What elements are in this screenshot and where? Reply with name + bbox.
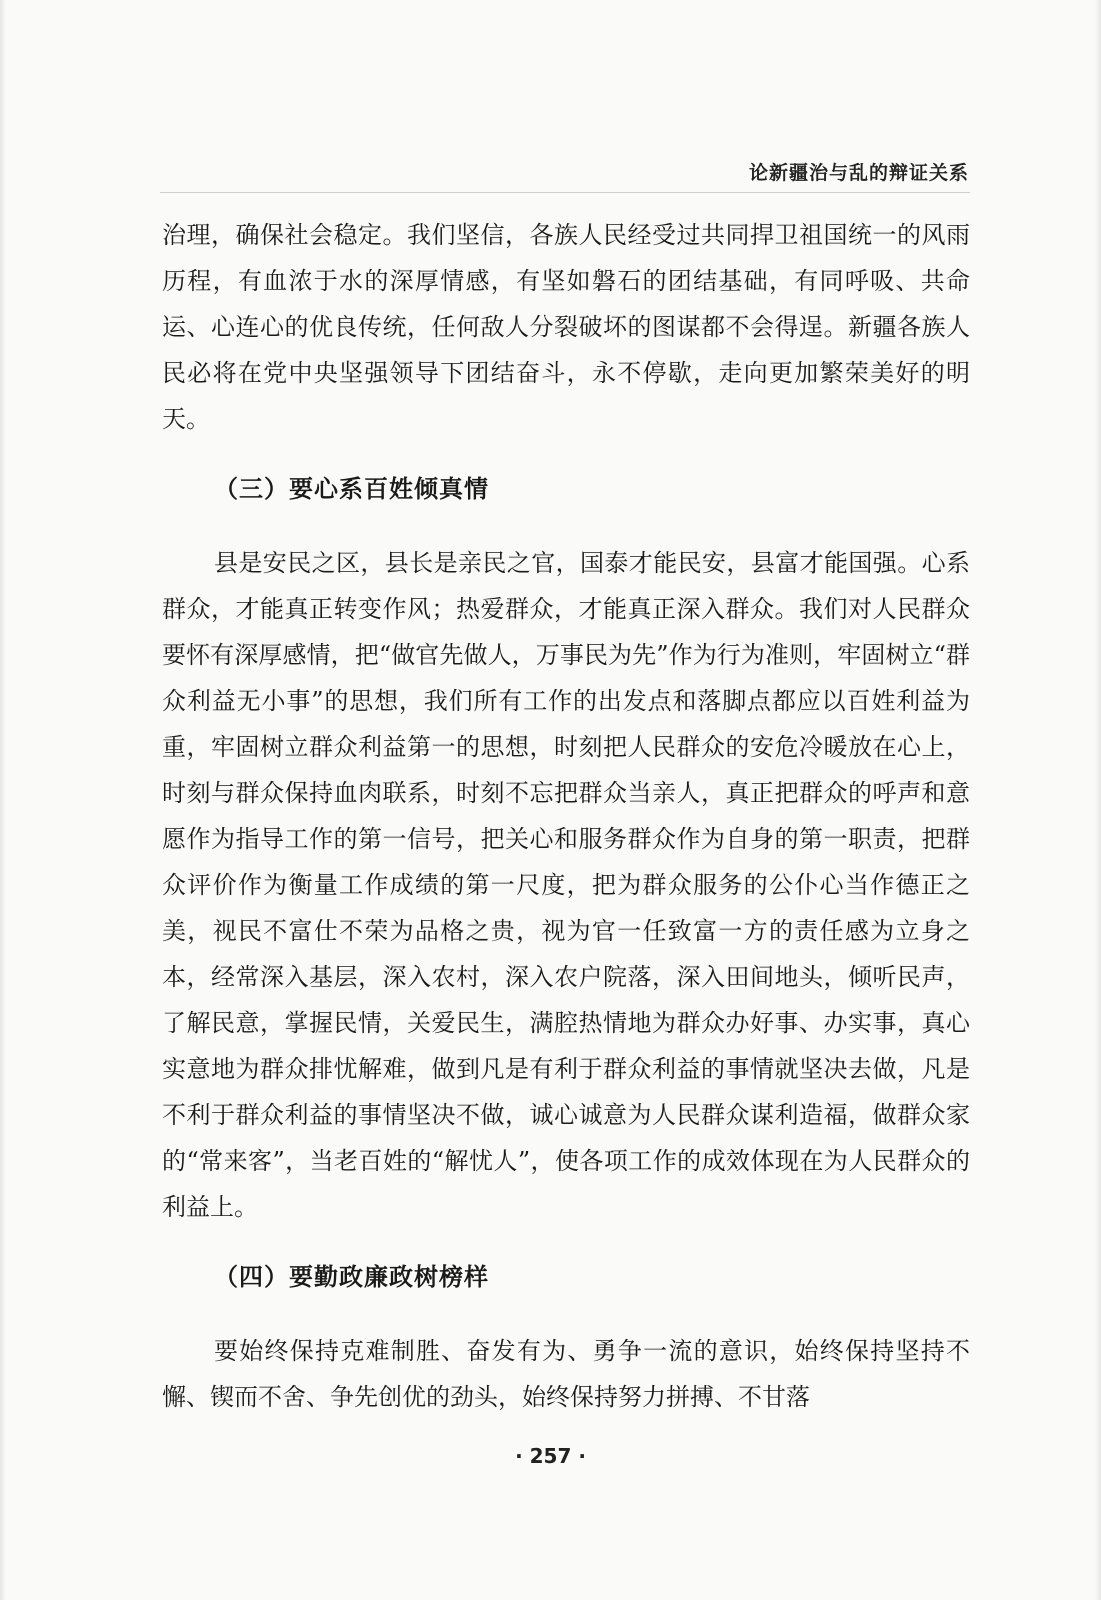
section-heading-4: （四）要勤政廉政树榜样 (214, 1263, 489, 1291)
section-heading-3: （三）要心系百姓倾真情 (214, 475, 489, 503)
header-rule (160, 192, 970, 193)
paragraph-continued: 治理，确保社会稳定。我们坚信，各族人民经受过共同捍卫祖国统一的风雨历程，有血浓于水的深厚情感，有坚如磐石的团结基础，有同呼吸、共命运、心连心的优良传统，任何敌人分裂破坏的图谋都不会得逞。新疆各族人民必将在党中央坚强领导下团结奋斗，永不停歇，走向更加繁荣美好的明天。 (162, 221, 970, 433)
page-body (162, 212, 970, 1420)
paragraph-section-3: 县是安民之区，县长是亲民之官，国泰才能民安，县富才能国强。心系群众，才能真正转变作风；热爱群众，才能真正深入群众。我们对人民群众要怀有深厚感情，把“做官先做人，万事民为先”作为行为准则，牢固树立“群众利益无小事”的思想，我们所有工作的出发点和落脚点都应以百姓利益为重，牢固树立群众利益第一的思想，时刻把人民群众的安危冷暖放在心上，时刻与群众保持血肉联系，时刻不忘把群众当亲人，真正把群众的呼声和意愿作为指导工作的第一信号，把关心和服务群众作为自身的第一职责，把群众评价作为衡量工作成绩的第一尺度，把为群众服务的公仆心当作德正之美，视民不富仕不荣为品格之贵，视为官一任致富一方的责任感为立身之本，经常深入基层，深入农村，深入农户院落，深入田间地头，倾听民声，了解民意，掌握民情，关爱民生，满腔热情地为群众办好事、办实事，真心实意地为群众排忧解难，做到凡是有利于群众利益的事情就坚决去做，凡是不利于群众利益的事情坚决不做，诚心诚意为人民群众谋利造福，做群众家的“常来客”，当老百姓的“解忧人”，使各项工作的成效体现在为人民群众的利益上。 (162, 549, 970, 1221)
running-header: 论新疆治与乱的辩证关系 (748, 162, 969, 184)
paragraph-section-4: 要始终保持克难制胜、奋发有为、勇争一流的意识，始终保持坚持不懈、锲而不舍、争先创优的劲头，始终保持努力拼搏、不甘落 (162, 1337, 970, 1411)
page-number: · 257 · (515, 1444, 586, 1468)
scan-edge-right (1095, 0, 1101, 1600)
scan-edge-left (0, 0, 6, 1600)
